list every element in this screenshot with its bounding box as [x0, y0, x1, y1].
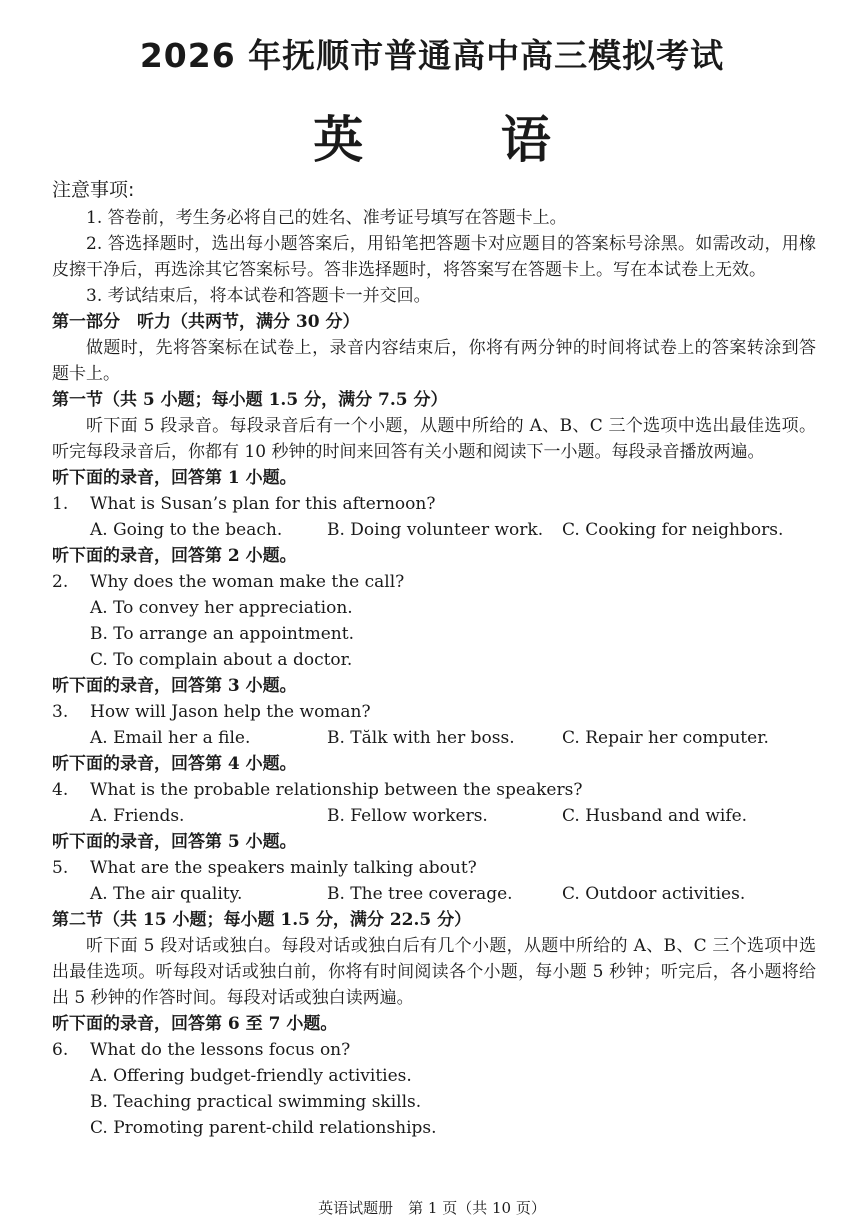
question-5	[52, 855, 816, 881]
option-a: A. To convey her appreciation.	[90, 598, 353, 618]
section1-heading: 第一节（共 5 小题；每小题 1.5 分，满分 7.5 分）	[52, 390, 448, 410]
q3-prompt: 听下面的录音，回答第 3 小题。	[52, 676, 297, 696]
q4-prompt: 听下面的录音，回答第 4 小题。	[52, 754, 297, 774]
q1-prompt: 听下面的录音，回答第 1 小题。	[52, 468, 297, 488]
option-b: B. Teaching practical swimming skills.	[90, 1092, 422, 1112]
option-c: C. Repair her computer.	[562, 728, 769, 748]
page-footer: 英语试题册 第 1 页（共 10 页）	[318, 1199, 546, 1217]
exam-content	[52, 175, 816, 1141]
section2-heading: 第二节（共 15 小题；每小题 1.5 分，满分 22.5 分）	[52, 910, 472, 930]
question-1	[52, 491, 816, 517]
option-a: A. Email her a file.	[90, 728, 251, 748]
option-b: B. Doing volunteer work.	[327, 520, 544, 540]
option-a: A. The air quality.	[90, 884, 243, 904]
part1-heading: 第一部分 听力（共两节，满分 30 分）	[52, 312, 360, 332]
exam-title: 2026 年抚顺市普通高中高三模拟考试	[139, 36, 725, 75]
question-3	[52, 699, 816, 725]
notice-item-1: 1. 答卷前，考生务必将自己的姓名、准考证号填写在答题卡上。	[86, 208, 567, 228]
option-a: A. Going to the beach.	[90, 520, 283, 540]
q5-options	[52, 881, 816, 907]
option-b: B. The tree coverage.	[327, 884, 513, 904]
q6-prompt: 听下面的录音，回答第 6 至 7 小题。	[52, 1014, 338, 1034]
option-c: C. To complain about a doctor.	[90, 650, 353, 670]
option-a: A. Friends.	[90, 806, 185, 826]
question-number: 2.	[52, 572, 69, 592]
option-c: C. Promoting parent-child relationships.	[90, 1118, 437, 1138]
question-number: 1.	[52, 494, 69, 514]
question-number: 5.	[52, 858, 69, 878]
option-b: B. To arrange an appointment.	[90, 624, 354, 644]
part1-intro: 做题时，先将答案标在试卷上，录音内容结束后，你将有两分钟的时间将试卷上的答案转涂到答题卡上。	[52, 338, 816, 384]
option-c: C. Cooking for neighbors.	[562, 520, 784, 540]
question-text: What is Susan’s plan for this afternoon?	[90, 494, 436, 514]
notice-item-2: 2. 答选择题时，选出每小题答案后，用铅笔把答题卡对应题目的答案标号涂黑。如需改动，用橡皮擦干净后，再选涂其它答案标号。答非选择题时，将答案写在答题卡上。写在本试卷上无效。	[52, 234, 816, 280]
option-b: B. Fellow workers.	[327, 806, 488, 826]
question-text: How will Jason help the woman?	[90, 702, 371, 722]
option-c: C. Husband and wife.	[562, 806, 748, 826]
question-2	[52, 569, 816, 595]
q2-prompt: 听下面的录音，回答第 2 小题。	[52, 546, 297, 566]
question-6	[52, 1037, 816, 1063]
question-text: Why does the woman make the call?	[90, 572, 405, 592]
option-a: A. Offering budget-friendly activities.	[90, 1066, 412, 1086]
question-text: What is the probable relationship between the speakers?	[90, 780, 583, 800]
question-4	[52, 777, 816, 803]
question-text: What do the lessons focus on?	[90, 1040, 351, 1060]
question-number: 4.	[52, 780, 69, 800]
subject-title: 英 语	[313, 111, 611, 169]
notice-item-3: 3. 考试结束后，将本试卷和答题卡一并交回。	[86, 286, 431, 306]
section2-intro: 听下面 5 段对话或独白。每段对话或独白后有几个小题，从题中所给的 A、B、C 三个选项中选出最佳选项。听每段对话或独白前，你将有时间阅读各个小题，每小题 5 秒钟；听完后，各小题将给出 5 秒钟的作答时间。每段对话或独白读两遍。	[52, 936, 816, 1008]
question-number: 3.	[52, 702, 69, 722]
section1-intro: 听下面 5 段录音。每段录音后有一个小题，从题中所给的 A、B、C 三个选项中选出最佳选项。听完每段录音后，你都有 10 秒钟的时间来回答有关小题和阅读下一小题。每段录音播放两遍。	[52, 416, 816, 462]
question-number: 6.	[52, 1040, 69, 1060]
q1-options	[52, 517, 816, 543]
question-text: What are the speakers mainly talking about?	[90, 858, 477, 878]
option-c: C. Outdoor activities.	[562, 884, 746, 904]
q4-options	[52, 803, 816, 829]
q3-options	[52, 725, 816, 751]
option-b: B. Tălk with her boss.	[327, 728, 515, 748]
notice-heading: 注意事项:	[52, 179, 135, 201]
q5-prompt: 听下面的录音，回答第 5 小题。	[52, 832, 297, 852]
